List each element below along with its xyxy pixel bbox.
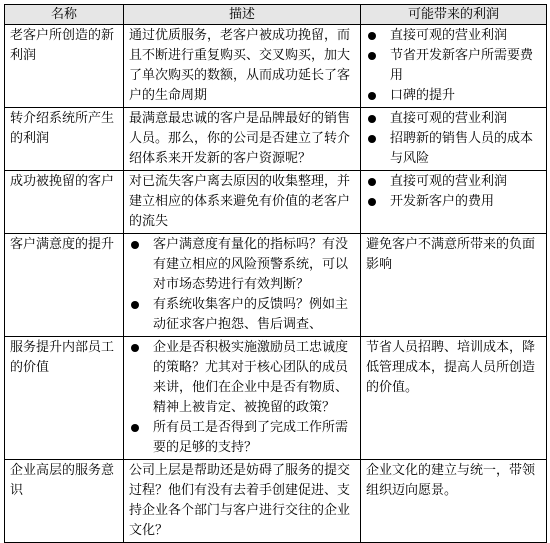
row-name: 成功被挽留的客户	[5, 171, 124, 234]
row-name: 老客户所创造的新利润	[5, 25, 124, 108]
row-profit	[361, 25, 547, 108]
column-header-description: 描述	[124, 5, 361, 25]
description-list	[127, 235, 355, 335]
list-item: 节省开发新客户所需要费用	[364, 46, 541, 86]
column-header-name: 名称	[5, 5, 124, 25]
row-description: 公司上层是帮助还是妨碍了服务的提交过程？他们有没有去着手创建促进、支持企业各个部门与客户进行交往的企业文化？	[124, 460, 361, 543]
table-row	[5, 460, 547, 543]
list-item: 直接可观的营业利润	[364, 109, 541, 129]
profit-list	[364, 26, 541, 106]
list-item: 有系统收集客户的反馈吗？例如主动征求客户抱怨、售后调查、	[127, 295, 355, 335]
row-name: 转介绍系统所产生的利润	[5, 108, 124, 171]
row-profit	[361, 108, 547, 171]
row-profit: 避免客户不满意所带来的负面影响	[361, 234, 547, 337]
row-profit: 节省人员招聘、培训成本，降低管理成本，提高人员所创造的价值。	[361, 337, 547, 460]
list-item: 直接可观的营业利润	[364, 172, 541, 192]
profit-table	[4, 4, 547, 543]
table-row	[5, 234, 547, 337]
row-description	[124, 337, 361, 460]
row-description: 对已流失客户离去原因的收集整理，并建立相应的体系来避免有价值的老客户的流失	[124, 171, 361, 234]
profit-list	[364, 109, 541, 169]
column-header-profit: 可能带来的利润	[361, 5, 547, 25]
row-description: 通过优质服务，老客户被成功挽留，而且不断进行重复购买、交叉购买，加大了单次购买的数额，从而成功延长了客户的生命周期	[124, 25, 361, 108]
description-list	[127, 338, 355, 458]
table-row	[5, 108, 547, 171]
table-row	[5, 337, 547, 460]
list-item: 企业是否积极实施激励员工忠诚度的策略？尤其对于核心团队的成员来讲，他们在企业中是否有物质、精神上被肯定、被挽留的政策？	[127, 338, 355, 418]
row-name: 企业高层的服务意识	[5, 460, 124, 543]
table-row	[5, 171, 547, 234]
list-item: 直接可观的营业利润	[364, 26, 541, 46]
list-item: 客户满意度有量化的指标吗？有没有建立相应的风险预警系统，可以对市场态势进行有效判断？	[127, 235, 355, 295]
header-row	[5, 5, 547, 25]
list-item: 招聘新的销售人员的成本与风险	[364, 129, 541, 169]
table-row	[5, 25, 547, 108]
row-profit: 企业文化的建立与统一，带领组织迈向愿景。	[361, 460, 547, 543]
row-description	[124, 234, 361, 337]
row-profit	[361, 171, 547, 234]
list-item: 开发新客户的费用	[364, 192, 541, 212]
row-description: 最满意最忠诚的客户是品牌最好的销售人员。那么，你的公司是否建立了转介绍体系来开发新的客户资源呢？	[124, 108, 361, 171]
list-item: 口碑的提升	[364, 86, 541, 106]
document-page	[4, 4, 547, 543]
row-name: 服务提升内部员工的价值	[5, 337, 124, 460]
row-name: 客户满意度的提升	[5, 234, 124, 337]
profit-list	[364, 172, 541, 212]
list-item: 所有员工是否得到了完成工作所需要的足够的支持？	[127, 418, 355, 458]
